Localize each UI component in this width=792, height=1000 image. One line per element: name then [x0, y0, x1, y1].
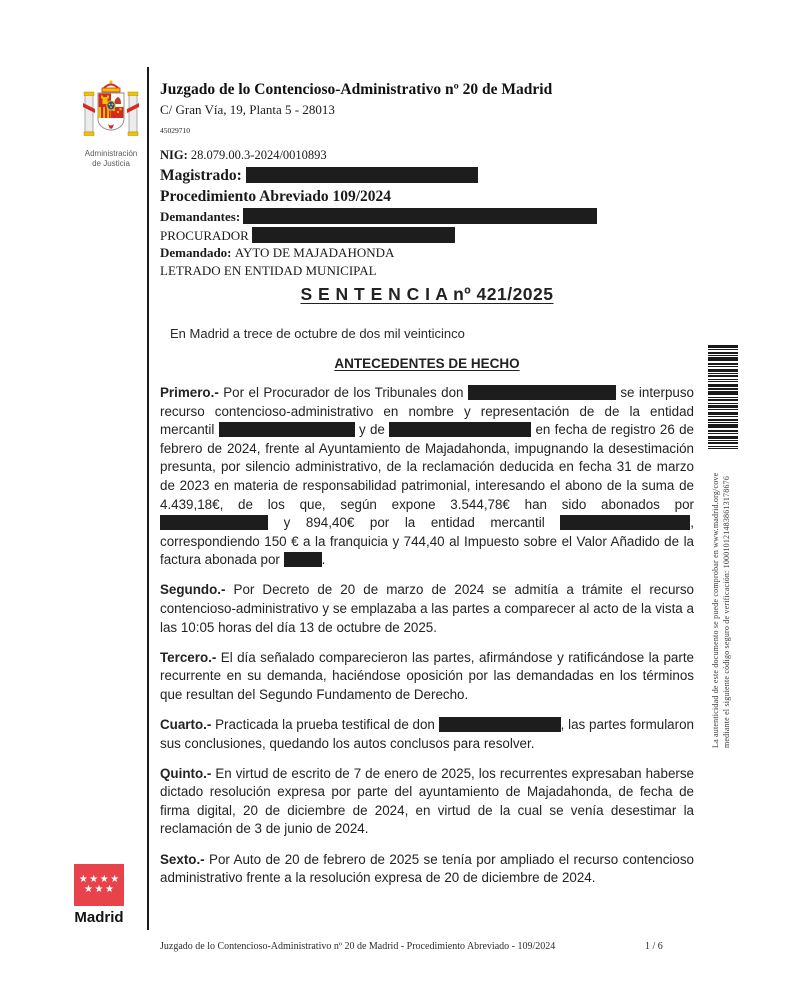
- procurador-line: [160, 227, 694, 245]
- paragraphs: [160, 384, 694, 888]
- paragraph: Segundo.- Por Decreto de 20 de marzo de 2024 se admitía a trámite el recurso contencioso-administrativo y se emplazaba a las partes a comparecer al acto de la vista a las 10:05 horas del día 13 de octubre de 2025.: [160, 582, 694, 635]
- madrid-stars-top: ★★★★: [78, 874, 121, 885]
- redaction: [439, 717, 561, 732]
- paragraph: Tercero.- El día señalado comparecieron las partes, afirmándose y ratificándose la parte recurrente en su demanda, haciéndose oposición por las demandadas en los términos que resultan del Segundo Fundamento de Derecho.: [160, 649, 694, 702]
- date-line: En Madrid a trece de octubre de dos mil veinticinco: [170, 326, 465, 341]
- paragraph: Cuarto.- Practicada la prueba testifical de don , las partes formularon sus conclusiones, quedando los autos conclusos para resolver.: [160, 717, 694, 751]
- sentencia-title: S E N T E N C I A nº 421/2025: [300, 284, 554, 304]
- nig-label: NIG:: [160, 148, 188, 162]
- redaction: [219, 422, 355, 437]
- redaction: [160, 515, 268, 530]
- madrid-stars-bottom: ★★★: [84, 884, 116, 895]
- madrid-logo: [73, 864, 125, 926]
- demandantes-line: [160, 208, 694, 226]
- paragraph-lead: Sexto.-: [160, 851, 205, 867]
- barcode: [708, 345, 738, 452]
- footer-text: Juzgado de lo Contencioso-Administrativo nº 20 de Madrid - Procedimiento Abreviado - 109/2024: [160, 941, 556, 952]
- paragraph: Primero.- Por el Procurador de los Tribunales don se interpuso recurso contencioso-administrativo en nombre y representación de de la entidad mercantil y de en fecha de registro 26 de febrero de 2024, frente al Ayuntamiento de Majadahonda, impugnando la desestimación presunta, por silencio administrativo, de la reclamación deducida en fecha 31 de marzo de 2023 en materia de responsabilidad patrimonial, interesando el abono de la suma de 4.439,18€, de los que, según expone 3.544,78€ han sido abonados por y 894,40€ por la entidad mercantil , correspondiendo 150 € a la franquicia y 744,40 al Impuesto sobre el Valor Añadido de la factura abonada por .: [160, 385, 695, 568]
- arms-caption-line1: Administración: [84, 149, 138, 158]
- redaction: [468, 385, 616, 400]
- redaction: [252, 227, 455, 243]
- verification-line2: mediante el siguiente código seguro de verificación: 1000101214838613178676: [722, 475, 731, 748]
- paragraph-lead: Cuarto.-: [160, 717, 212, 732]
- court-address: C/ Gran Vía, 19, Planta 5 - 28013: [160, 102, 335, 117]
- redaction: [243, 208, 597, 224]
- paragraph-lead: Quinto.-: [160, 765, 212, 781]
- paragraph-lead: Tercero.-: [160, 649, 217, 665]
- paragraph: Sexto.- Por Auto de 20 de febrero de 2025 se tenía por ampliado el recurso contencioso administrativo frente a la resolución expresa de 20 de diciembre de 2024.: [160, 851, 694, 886]
- magistrado-label: Magistrado:: [160, 167, 246, 184]
- document-body: [160, 284, 694, 899]
- madrid-flag-icon: [74, 864, 124, 906]
- paragraph-lead: Segundo.-: [160, 582, 226, 598]
- redaction: [560, 515, 690, 530]
- procurador-label: PROCURADOR: [160, 227, 253, 243]
- verification-note: [710, 456, 732, 748]
- court-title: Juzgado de lo Contencioso-Administrativo nº 20 de Madrid: [160, 81, 553, 98]
- footer-page-number: 1 / 6: [645, 941, 663, 952]
- demandantes-label: Demandantes:: [160, 209, 244, 224]
- magistrado-line: [160, 166, 694, 185]
- madrid-label: Madrid: [74, 909, 124, 926]
- verification-line1: La autenticidad de este documento se puede comprobar en www.madrid.org/cove: [711, 472, 720, 748]
- redaction: [389, 422, 531, 437]
- paragraph: Quinto.- En virtud de escrito de 7 de enero de 2025, los recurrentes expresaban haberse dictado resolución expresa por parte del ayuntamiento de Majadahonda, de fecha de firma digital, 20 de diciembre de 2024, en virtud de la cual se venía desestimar la reclamación de 3 de junio de 2024.: [160, 765, 694, 837]
- coat-of-arms-icon: [82, 79, 140, 152]
- paragraph-lead: Primero.-: [160, 385, 219, 400]
- procedimiento-line: Procedimiento Abreviado 109/2024: [160, 188, 392, 205]
- nig-line: [160, 148, 694, 163]
- section-heading: ANTECEDENTES DE HECHO: [334, 356, 520, 371]
- court-header: [160, 80, 694, 279]
- coat-of-arms-svg: [82, 79, 140, 147]
- arms-caption: [76, 149, 146, 168]
- redaction: [284, 552, 322, 567]
- redaction: [246, 167, 478, 183]
- nig-value: 28.079.00.3-2024/0010893: [187, 148, 327, 162]
- demandado-line: [160, 245, 694, 262]
- demandado-value: AYTO DE MAJADAHONDA: [234, 245, 395, 260]
- vertical-divider: [147, 67, 149, 930]
- letrado-line: LETRADO EN ENTIDAD MUNICIPAL: [160, 262, 377, 278]
- court-code: 45029710: [160, 126, 190, 135]
- arms-caption-line2: de Justicia: [92, 158, 130, 168]
- demandado-label: Demandado:: [160, 245, 235, 260]
